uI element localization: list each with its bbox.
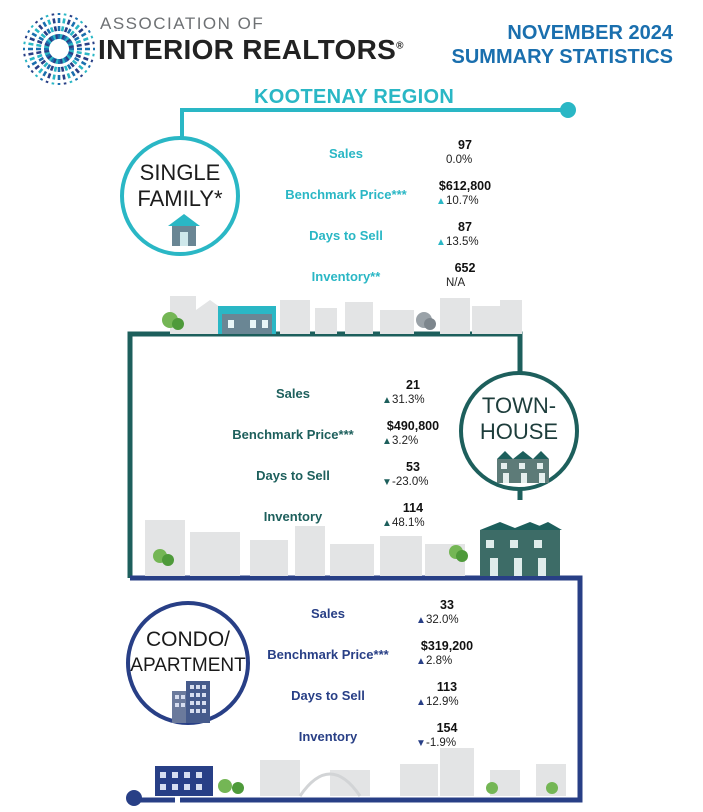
change-text: 48.1%	[392, 517, 425, 529]
townhouse-stat-change	[382, 435, 418, 447]
change-text: 3.2%	[392, 435, 419, 447]
report-subtitle: SUMMARY STATISTICS	[451, 46, 673, 68]
arrow-up-icon: ▲	[382, 518, 392, 529]
arrow-up-icon: ▲	[436, 237, 446, 248]
condo-stat-label: Days to Sell	[291, 688, 365, 703]
single-family-title-line1: SINGLE	[139, 160, 221, 185]
single-family-title-line2: FAMILY*	[137, 186, 223, 211]
single-family-stat-label: Inventory**	[311, 269, 381, 284]
condo-badge	[126, 601, 250, 725]
condo-title-line2: APARTMENT	[130, 655, 246, 676]
single-family-stat-value: 97	[458, 138, 472, 152]
change-text: N/A	[446, 277, 466, 289]
arrow-up-icon: ▲	[416, 697, 426, 708]
townhouse-stat-value: 114	[402, 501, 424, 515]
townhouse-stat-label: Days to Sell	[256, 468, 330, 483]
apartment-building-icon	[170, 679, 212, 723]
single-family-stat-change	[436, 236, 479, 248]
townhouse-stat-value: 21	[406, 378, 420, 392]
single-family-stat-label: Days to Sell	[309, 228, 383, 243]
townhouse-title-line2: HOUSE	[479, 419, 559, 444]
change-text: 32.0%	[426, 614, 459, 626]
house-icon	[166, 212, 202, 246]
report-month: NOVEMBER 2024	[507, 22, 673, 44]
townhouse-stat-change	[382, 517, 425, 529]
arrow-down-icon: ▼	[382, 477, 392, 488]
townhouse-stat-label: Inventory	[263, 509, 323, 524]
townhouse-stat-change	[382, 394, 425, 406]
condo-stat-label: Sales	[311, 606, 345, 621]
condo-stat-label: Inventory	[298, 729, 358, 744]
arrow-down-icon: ▼	[416, 738, 426, 749]
arrow-up-icon: ▲	[416, 615, 426, 626]
condo-stat-change	[416, 655, 452, 667]
change-text: 13.5%	[446, 236, 479, 248]
condo-stat-value: 113	[436, 680, 458, 694]
condo-stat-change	[416, 614, 459, 626]
single-family-stat-change	[436, 154, 472, 166]
condo-stat-value: 33	[440, 598, 454, 612]
single-family-stat-change	[436, 195, 479, 207]
condo-stat-change	[416, 737, 456, 749]
single-family-stat-value: 87	[458, 220, 472, 234]
condo-stat-label: Benchmark Price***	[267, 647, 389, 662]
change-text: 31.3%	[392, 394, 425, 406]
arrow-up-icon: ▲	[436, 196, 446, 207]
change-text: -1.9%	[426, 737, 457, 749]
single-family-stat-label: Sales	[329, 146, 363, 161]
region-title: KOOTENAY REGION	[254, 86, 455, 108]
townhouse-stat-change	[382, 476, 428, 488]
townhouse-stat-label: Sales	[276, 386, 310, 401]
condo-stat-value: 154	[436, 721, 458, 735]
logo-text-association: ASSOCIATION OF	[100, 14, 265, 33]
arrow-up-icon: ▲	[416, 656, 426, 667]
condo-stat-change	[416, 696, 459, 708]
townhouse-stat-value: 53	[406, 460, 420, 474]
single-family-stat-change	[436, 277, 465, 289]
townhouse-title-line1: TOWN-	[481, 393, 557, 418]
single-family-stat-value: $612,800	[438, 179, 492, 193]
condo-stat-value: $319,200	[420, 639, 474, 653]
single-family-stat-label: Benchmark Price***	[285, 187, 407, 202]
townhouse-stat-label: Benchmark Price***	[232, 427, 354, 442]
change-text: 12.9%	[426, 696, 459, 708]
arrow-up-icon: ▲	[382, 395, 392, 406]
logo-text-interior-realtors: INTERIOR REALTORS®	[98, 34, 404, 65]
arrow-up-icon: ▲	[382, 436, 392, 447]
condo-title-line1: CONDO/	[146, 628, 230, 651]
townhouses-icon	[495, 449, 551, 483]
change-text: 10.7%	[446, 195, 479, 207]
single-family-badge	[120, 136, 240, 256]
townhouse-stat-value: $490,800	[386, 419, 440, 433]
change-text: -23.0%	[392, 476, 429, 488]
townhouse-badge	[459, 371, 579, 491]
single-family-stat-value: 652	[454, 261, 476, 275]
change-text: 0.0%	[446, 154, 473, 166]
change-text: 2.8%	[426, 655, 453, 667]
